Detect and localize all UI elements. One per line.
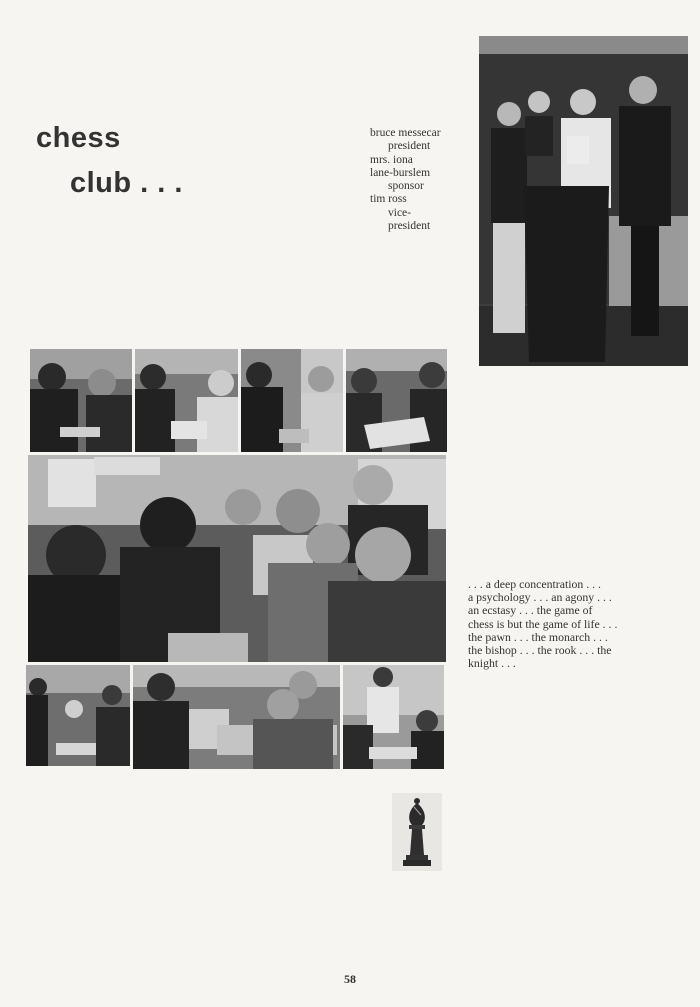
chess-photo-small xyxy=(346,349,447,452)
officer-name: mrs. iona xyxy=(370,153,413,166)
chess-photo-small xyxy=(343,665,444,769)
officer-name: tim ross xyxy=(370,193,407,206)
verse-line: the bishop . . . the rook . . . the xyxy=(468,643,612,658)
officer-role: president xyxy=(388,220,431,233)
heading-club: club . . . xyxy=(70,167,183,199)
chess-photo-small xyxy=(30,349,132,452)
officer-role: sponsor xyxy=(388,180,424,193)
verse-line: chess is but the game of life . . . xyxy=(468,616,618,631)
heading-chess: chess xyxy=(36,122,121,154)
chess-photo-small xyxy=(133,665,340,769)
officer-name: bruce messecar xyxy=(370,127,441,139)
verse-line: an ecstasy . . . the game of xyxy=(468,603,593,618)
verse-line: the pawn . . . the monarch . . . xyxy=(468,629,608,644)
bishop-piece-icon xyxy=(392,793,442,871)
officers-photo xyxy=(479,36,688,366)
verse-line: . . . a deep concentration . . . xyxy=(468,577,601,591)
chess-verse xyxy=(468,578,683,670)
officer-role: vice- xyxy=(388,206,411,219)
officer-name: lane-burslem xyxy=(370,166,431,179)
verse-line: knight . . . xyxy=(468,656,516,671)
chess-photo-small xyxy=(135,349,238,452)
verse-line: a psychology . . . an agony . . . xyxy=(468,590,612,605)
officer-role: president xyxy=(388,140,431,153)
chess-photo-small xyxy=(241,349,343,452)
page-number: 58 xyxy=(344,972,356,986)
chess-photo-small xyxy=(26,665,130,766)
officers-list xyxy=(370,127,441,233)
chess-game-photo-large xyxy=(28,455,446,662)
